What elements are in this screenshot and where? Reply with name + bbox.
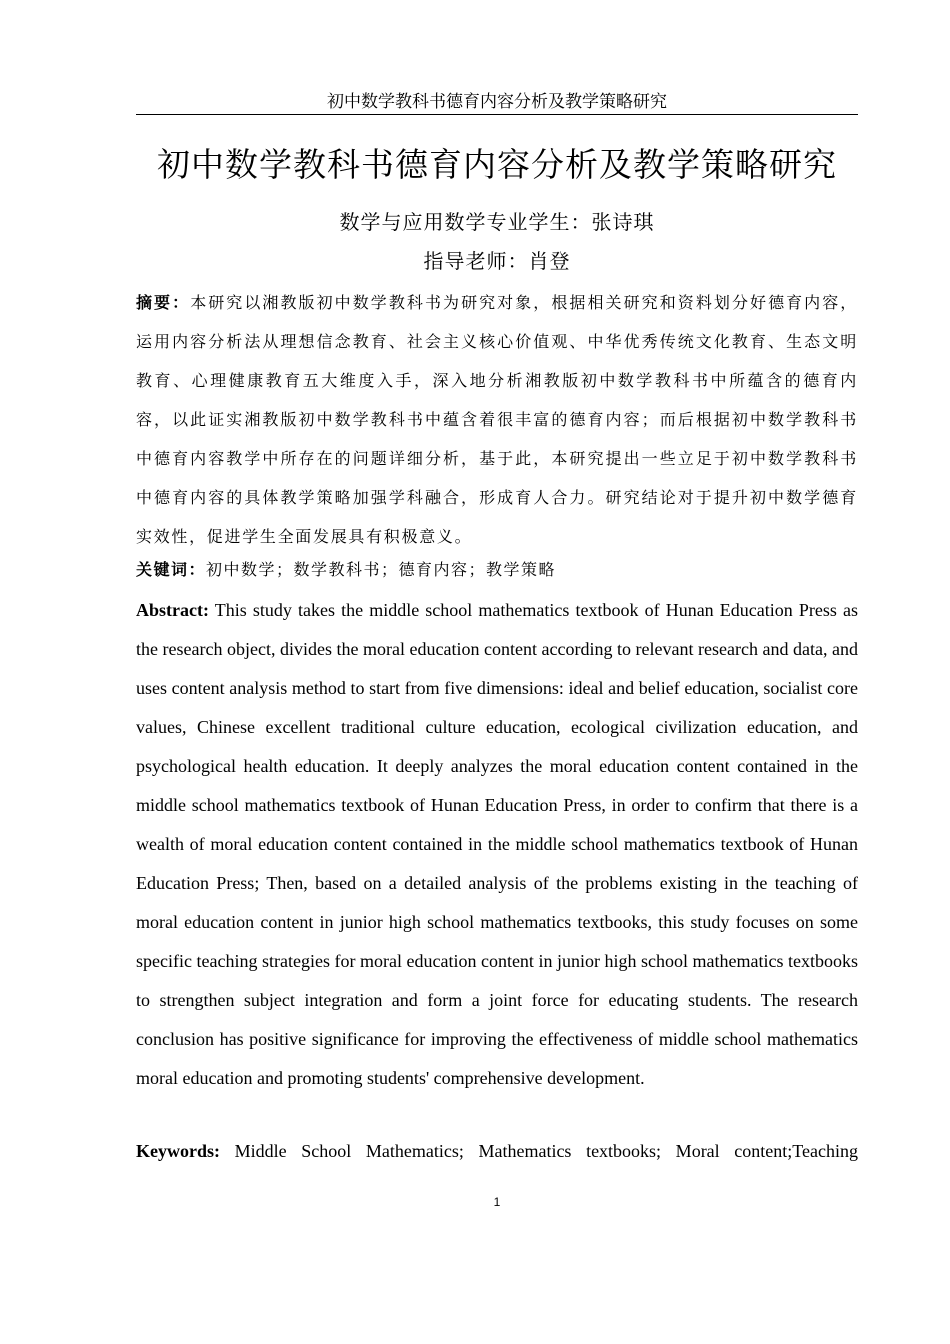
- advisor-line: 指导老师：肖登: [423, 249, 571, 273]
- header-rule: [136, 114, 858, 115]
- page-title: 初中数学教科书德育内容分析及教学策略研究: [157, 145, 837, 184]
- english-abstract-text: This study takes the middle school mathematics textbook of Hunan Education Press as the research object, divides the moral education content according to relevant research and data, and uses content analysis method to start from five dimensions: ideal and belief education, socialist core values, Chinese excellent traditional culture education, ecological civilization education, and psychological health education. It deeply analyzes the moral education content contained in the middle school mathematics textbook of Hunan Education Press, in order to confirm that there is a wealth of moral education content contained in the middle school mathematics textbook of Hunan Education Press; Then, based on a detailed analysis of the problems existing in the teaching of moral education content in junior high school mathematics textbooks, this study focuses on some specific teaching strategies for moral education content in junior high school mathematics textbooks to strengthen subject integration and form a joint force for educating students. The research conclusion has positive significance for improving the effectiveness of middle school mathematics moral education and promoting students' comprehensive development.: [136, 600, 858, 1088]
- running-header: 初中数学教科书德育内容分析及教学策略研究: [327, 92, 667, 112]
- english-keywords-text: Middle School Mathematics; Mathematics textbooks; Moral content;Teaching: [220, 1141, 858, 1161]
- english-abstract-label: Abstract:: [136, 600, 209, 620]
- chinese-keywords-label: 关键词：: [136, 560, 207, 579]
- chinese-keywords-text: 初中数学；数学教科书；德育内容；教学策略: [206, 560, 557, 579]
- chinese-abstract: [136, 283, 858, 556]
- english-keywords: [136, 1136, 858, 1166]
- page-number: 1: [493, 1195, 501, 1209]
- chinese-abstract-label: 摘要：: [136, 293, 191, 312]
- chinese-keywords: [136, 555, 858, 585]
- chinese-abstract-text: 本研究以湘教版初中数学教科书为研究对象，根据相关研究和资料划分好德育内容，运用内容分析法从理想信念教育、社会主义核心价值观、中华优秀传统文化教育、生态文明教育、心理健康教育五大维度入手，深入地分析湘教版初中数学教科书中所蕴含的德育内容，以此证实湘教版初中数学教科书中蕴含着很丰富的德育内容；而后根据初中数学教科书中德育内容教学中所存在的问题详细分析，基于此，本研究提出一些立足于初中数学教科书中德育内容的具体教学策略加强学科融合，形成育人合力。研究结论对于提升初中数学德育实效性，促进学生全面发展具有积极意义。: [136, 293, 858, 546]
- english-abstract: [136, 591, 858, 1098]
- author-line: 数学与应用数学专业学生：张诗琪: [339, 210, 655, 234]
- english-keywords-label: Keywords:: [136, 1141, 220, 1161]
